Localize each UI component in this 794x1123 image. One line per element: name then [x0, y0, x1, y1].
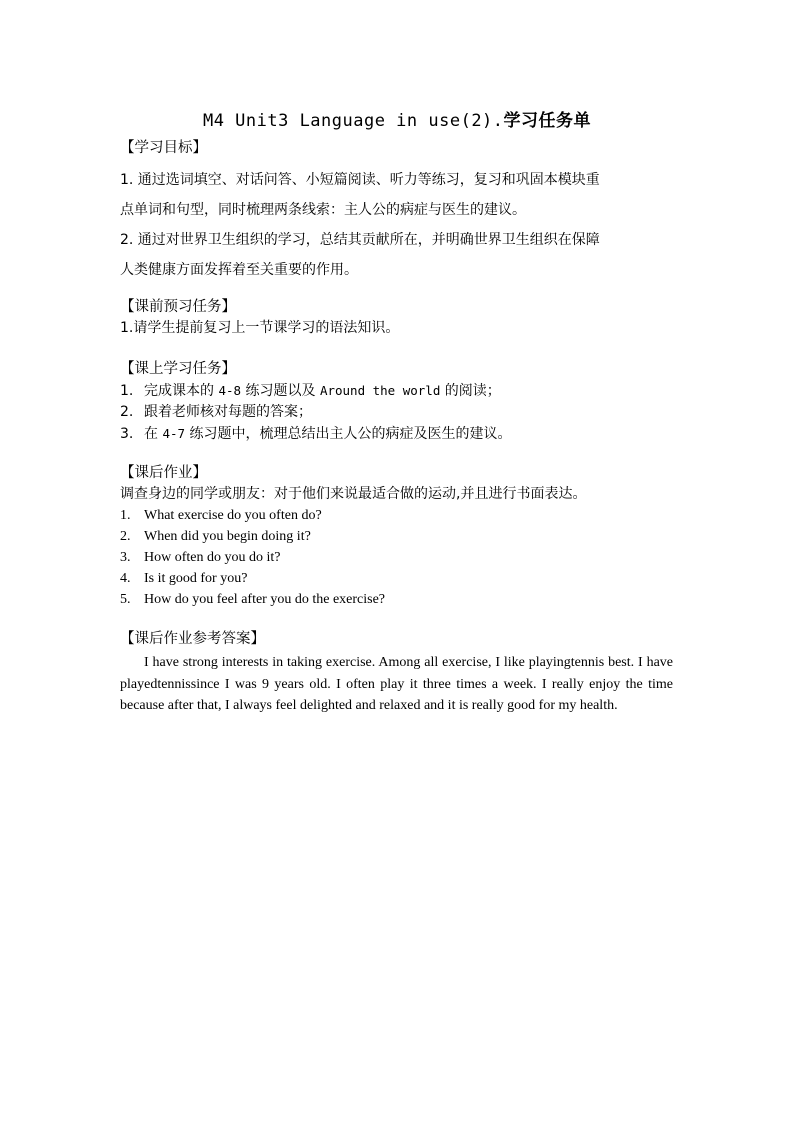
preview-item: 1.请学生提前复习上一节课学习的语法知识。: [120, 320, 400, 336]
question-text: What exercise do you often do?: [144, 508, 322, 523]
item-number: 1.: [120, 383, 134, 399]
item-text: 跟着老师核对每题的答案；: [144, 404, 312, 420]
inclass-section: [120, 359, 680, 445]
objective-line: 1. 通过选词填空、对话问答、小短篇阅读、听力等练习，复习和巩固本模块重: [120, 172, 600, 188]
item-text: 练习题以及: [241, 383, 320, 399]
title-chinese: 学习任务单: [503, 111, 592, 131]
question-text: Is it good for you?: [144, 571, 248, 586]
item-number: 3.: [120, 426, 134, 442]
objective-line: 2. 通过对世界卫生组织的学习，总结其贡献所在，并明确世界卫生组织在保障: [120, 232, 600, 248]
answer-section: [120, 629, 680, 650]
item-text: 完成课本的: [144, 383, 219, 399]
inclass-item: [120, 402, 680, 423]
homework-question: [120, 568, 680, 589]
inclass-item: [120, 423, 680, 445]
question-number: 3.: [120, 550, 131, 565]
objectives-list: [120, 165, 680, 285]
homework-section: [120, 463, 680, 610]
title-english: M4 Unit3 Language in use(2).: [202, 111, 504, 131]
question-text: When did you begin doing it?: [144, 529, 311, 544]
item-number: 2.: [120, 404, 134, 420]
item-text: 练习题中，梳理总结出主人公的病症及医生的建议。: [185, 426, 512, 442]
homework-heading: 【课后作业】: [120, 465, 207, 481]
question-number: 5.: [120, 592, 131, 607]
preview-section: [120, 297, 680, 339]
objectives-heading: 【学习目标】: [120, 140, 207, 156]
homework-question: [120, 547, 680, 568]
objective-line: 点单词和句型，同时梳理两条线索：主人公的病症与医生的建议。: [120, 202, 526, 218]
question-number: 4.: [120, 571, 131, 586]
item-text: 在: [144, 426, 163, 442]
question-text: How often do you do it?: [144, 550, 281, 565]
homework-question: [120, 526, 680, 547]
inclass-item: [120, 380, 680, 402]
homework-intro: 调查身边的同学或朋友：对于他们来说最适合做的运动,并且进行书面表达。: [120, 486, 587, 502]
question-text: How do you feel after you do the exercise?: [144, 592, 386, 607]
question-number: 1.: [120, 508, 131, 523]
inclass-heading: 【课上学习任务】: [120, 361, 236, 377]
objectives-section: [120, 137, 680, 285]
answer-heading: 【课后作业参考答案】: [120, 631, 265, 647]
objective-line: 人类健康方面发挥着至关重要的作用。: [120, 262, 358, 278]
item-text: Around the world: [319, 383, 441, 398]
item-text: 4-8: [218, 383, 242, 398]
page-title: [0, 106, 794, 131]
answer-paragraph: I have strong interests in taking exercise. Among all exercise, I like playingtennis best. I have playedtennissince I was 9 years old. I often play it three times a week. I really enjoy the time because after that, I always feel delighted and relaxed and it is really good for my health.: [120, 655, 673, 713]
item-text: 的阅读；: [440, 383, 501, 399]
homework-question: [120, 589, 680, 610]
question-number: 2.: [120, 529, 131, 544]
item-text: 4-7: [162, 426, 186, 441]
homework-question: [120, 505, 680, 526]
preview-heading: 【课前预习任务】: [120, 299, 236, 315]
